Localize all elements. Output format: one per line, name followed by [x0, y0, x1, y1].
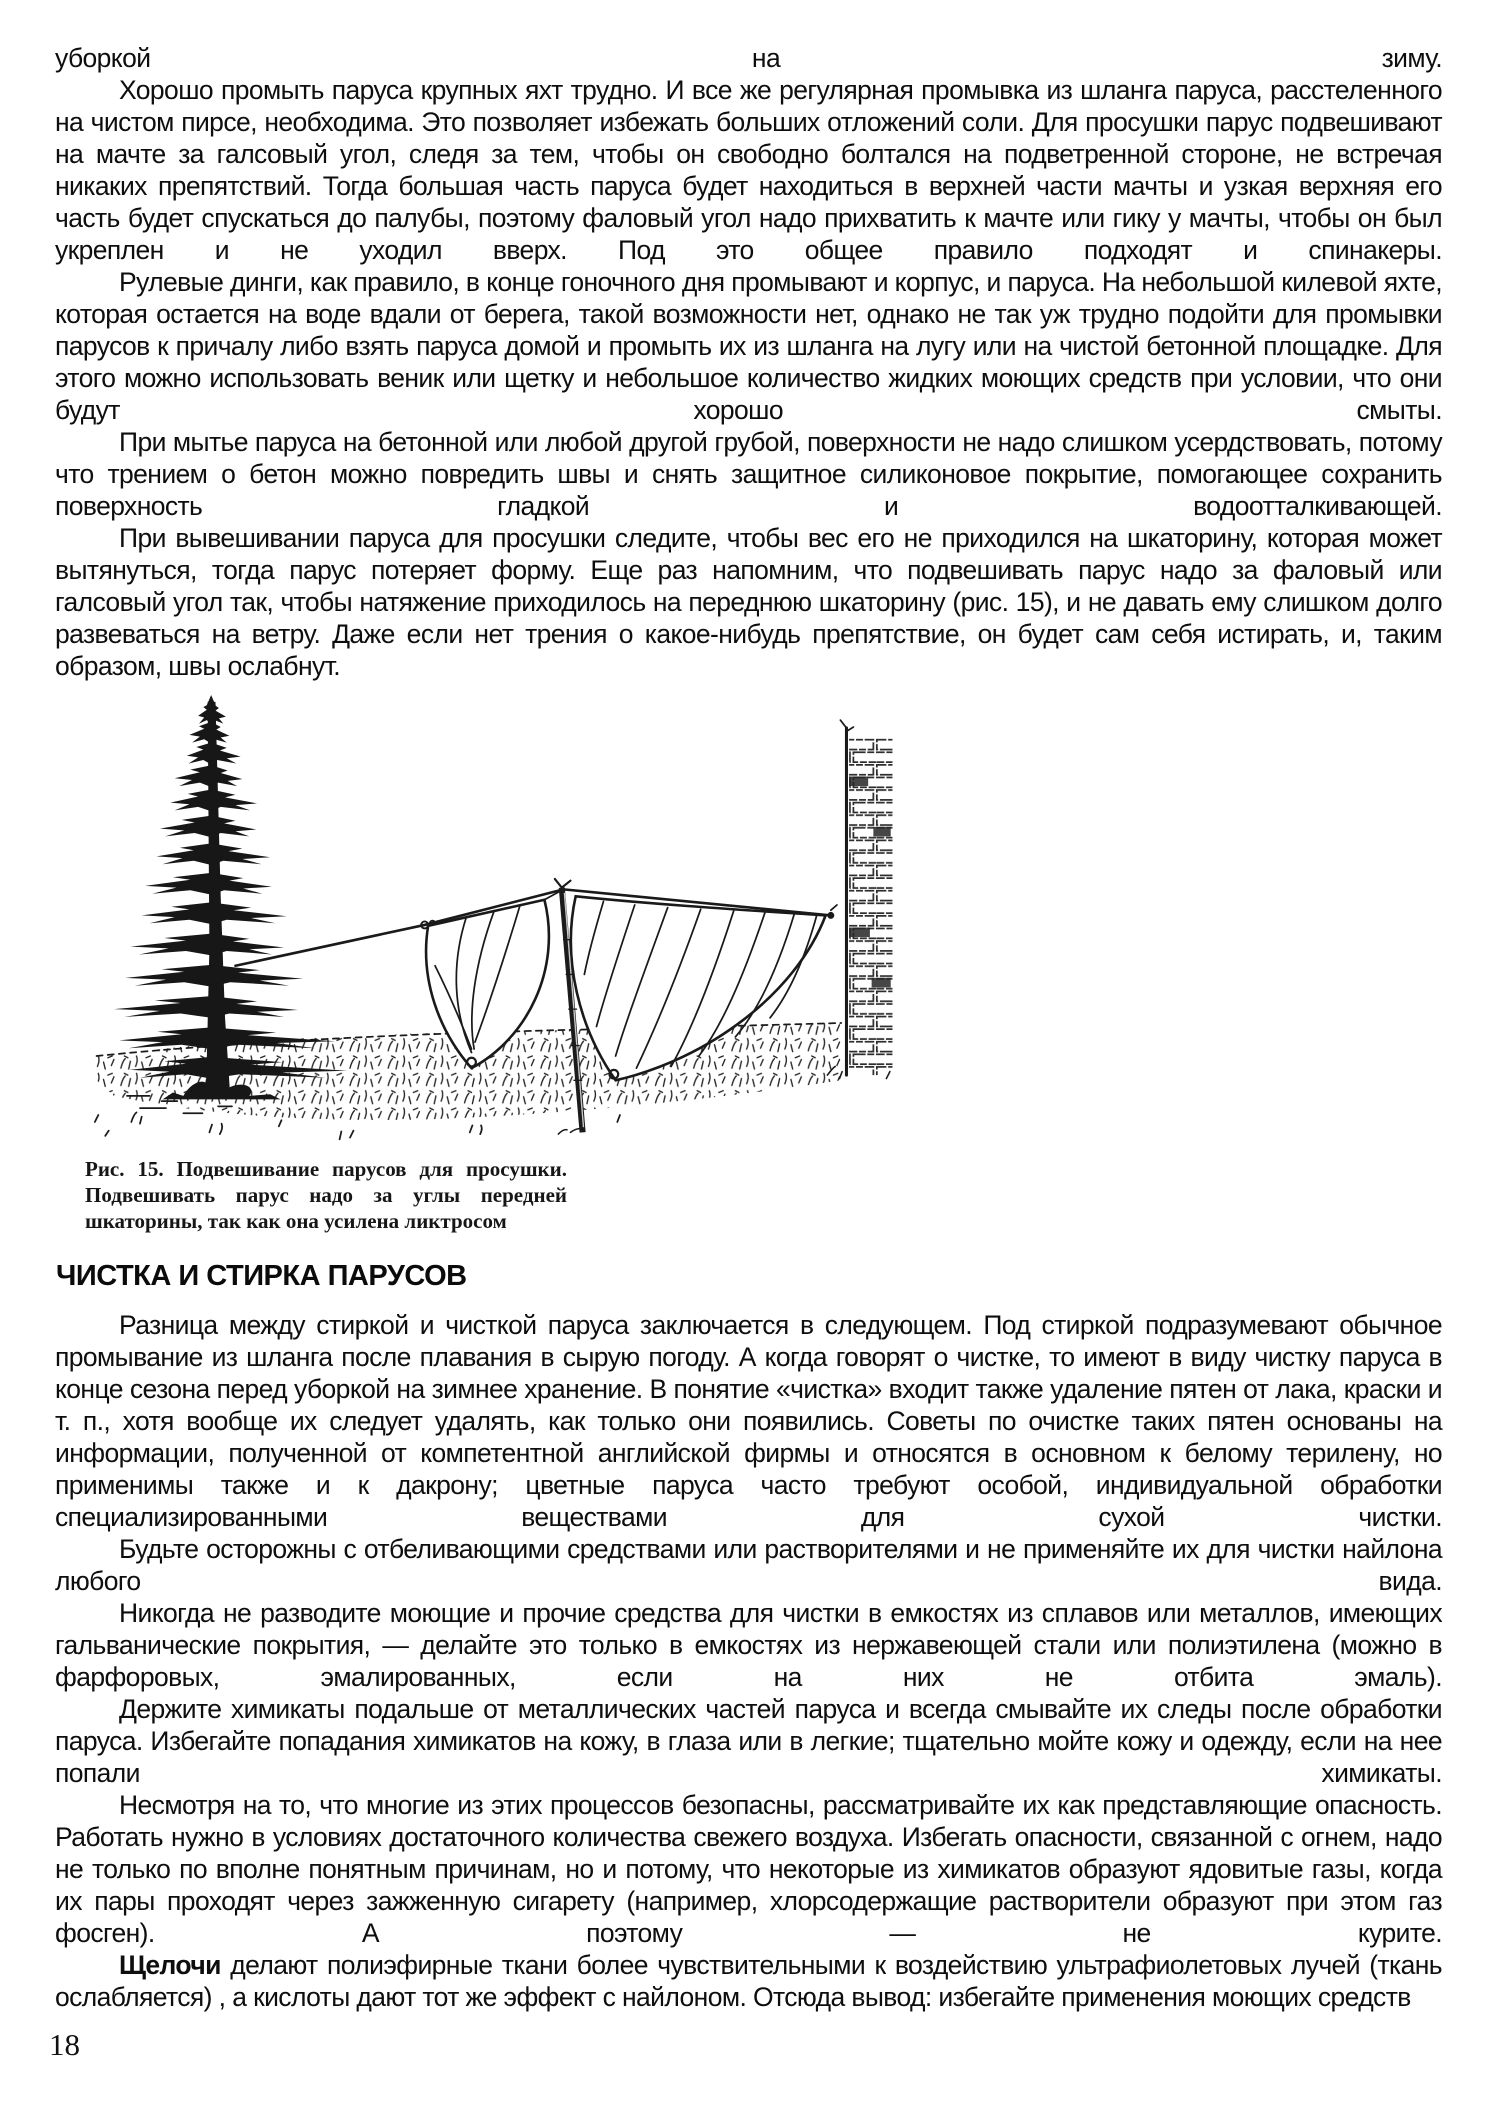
paragraph-continuation: уборкой на зиму.: [55, 43, 1442, 73]
figure-15-illustration: [79, 688, 930, 1148]
paragraph: Будьте осторожны с отбеливающими средствами или растворителями и не применяйте их для чистки найлона любого вида.: [55, 1534, 1442, 1596]
paragraph: Рулевые динги, как правило, в конце гоночного дня промывают и корпус, и паруса. На небольшой килевой яхте, которая остается на воде вдали от берега, такой возможности нет, однако не так уж трудно подойти для промывки парусов к причалу либо взять паруса домой и промыть их из шланга на лугу или на чистой бетонной площадке. Для этого можно использовать веник или щетку и небольшое количество жидких моющих средств при условии, что они будут хорошо смыты.: [55, 267, 1442, 425]
paragraph: Несмотря на то, что многие из этих процессов безопасны, рассматривайте их как представляющие опасность. Работать нужно в условиях достаточного количества свежего воздуха. Избегать опасности, связанной с огнем, надо не только по вполне понятным причинам, но и потому, что некоторые из химикатов образуют ядовитые газы, когда их пары проходят через зажженную сигарету (например, хлорсодержащие растворители образуют при этом газ фосген). А поэтому — не курите.: [55, 1790, 1442, 1948]
paragraph: Разница между стиркой и чисткой паруса заключается в следующем. Под стиркой подразумевают обычное промывание из шланга после плавания в сырую погоду. А когда говорят о чистке, то имеют в виду чистку паруса в конце сезона перед уборкой на зимнее хранение. В понятие «чистка» входит также удаление пятен от лака, краски и т. п., хотя вообще их следует удалять, как только они появились. Советы по очистке таких пятен основаны на информации, полученной от компетентной английской фирмы и относятся в основном к белому терилену, но применимы также и к дакрону; цветные паруса часто требуют особой, индивидуальной обработки специализированными веществами для сухой чистки.: [55, 1310, 1442, 1532]
paragraph: Никогда не разводите моющие и прочие средства для чистки в емкостях из сплавов или металлов, имеющих гальванические покрытия, — делайте это только в емкостях из нержавеющей стали или полиэтилена (можно в фарфоровых, эмалированных, если на них не отбита эмаль).: [55, 1598, 1442, 1692]
section-heading: ЧИСТКА И СТИРКА ПАРУСОВ: [56, 1260, 467, 1292]
figure-caption: Рис. 15. Подвешивание парусов для просушки. Подвешивать парус надо за углы передней шкаторины, так как она усилена ликтросом: [85, 1157, 567, 1233]
wall-knot: [827, 912, 834, 919]
figure-15: [55, 688, 1442, 1234]
page-number: 18: [49, 2027, 80, 2062]
paragraph: При вывешивании паруса для просушки следите, чтобы вес его не приходился на шкаторину, которая может вытянуться, тогда парус потеряет форму. Еще раз напомним, что подвешивать парус надо за фаловый или галсовый угол так, чтобы натяжение приходилось на переднюю шкаторину (рис. 15), и не давать ему слишком долго развеваться на ветру. Даже если нет трения о какое-нибудь препятствие, он будет сам себя истирать, и, таким образом, швы ослабнут.: [55, 523, 1442, 681]
bold-lead: Щелочи: [119, 1950, 221, 1980]
paragraph: Хорошо промыть паруса крупных яхт трудно. И все же регулярная промывка из шланга паруса, расстеленного на чистом пирсе, необходима. Это позволяет избежать больших отложений соли. Для просушки парус подвешивают на мачте за галсовый угол, следя за тем, чтобы он свободно болтался на подветренной стороне, не встречая никаких препятствий. Тогда большая часть паруса будет находиться в верхней части мачты и узкая верхняя его часть будет спускаться до палубы, поэтому фаловый угол надо прихватить к мачте или гику у мачты, чтобы он был укреплен и не уходил вверх. Под это общее правило подходят и спинакеры.: [55, 75, 1442, 265]
paragraph-text: делают полиэфирные ткани более чувствительными к воздействию ультрафиолетовых лучей (ткань ослабляется) , а кислоты дают тот же эффект с найлоном. Отсюда вывод: избегайте применения моющих средств: [55, 1950, 1442, 2012]
paragraph: [55, 1949, 1442, 2013]
paragraph: Держите химикаты подальше от металлических частей паруса и всегда смывайте их следы после обработки паруса. Избегайте попадания химикатов на кожу, в глаза или в легкие; тщательно мойте кожу и одежду, если на нее попали химикаты.: [55, 1694, 1442, 1788]
paragraph: При мытье паруса на бетонной или любой другой грубой, поверхности не надо слишком усердствовать, потому что трением о бетон можно повредить швы и снять защитное силиконовое покрытие, помогающее сохранить поверхность гладкой и водоотталкивающей.: [55, 427, 1442, 521]
